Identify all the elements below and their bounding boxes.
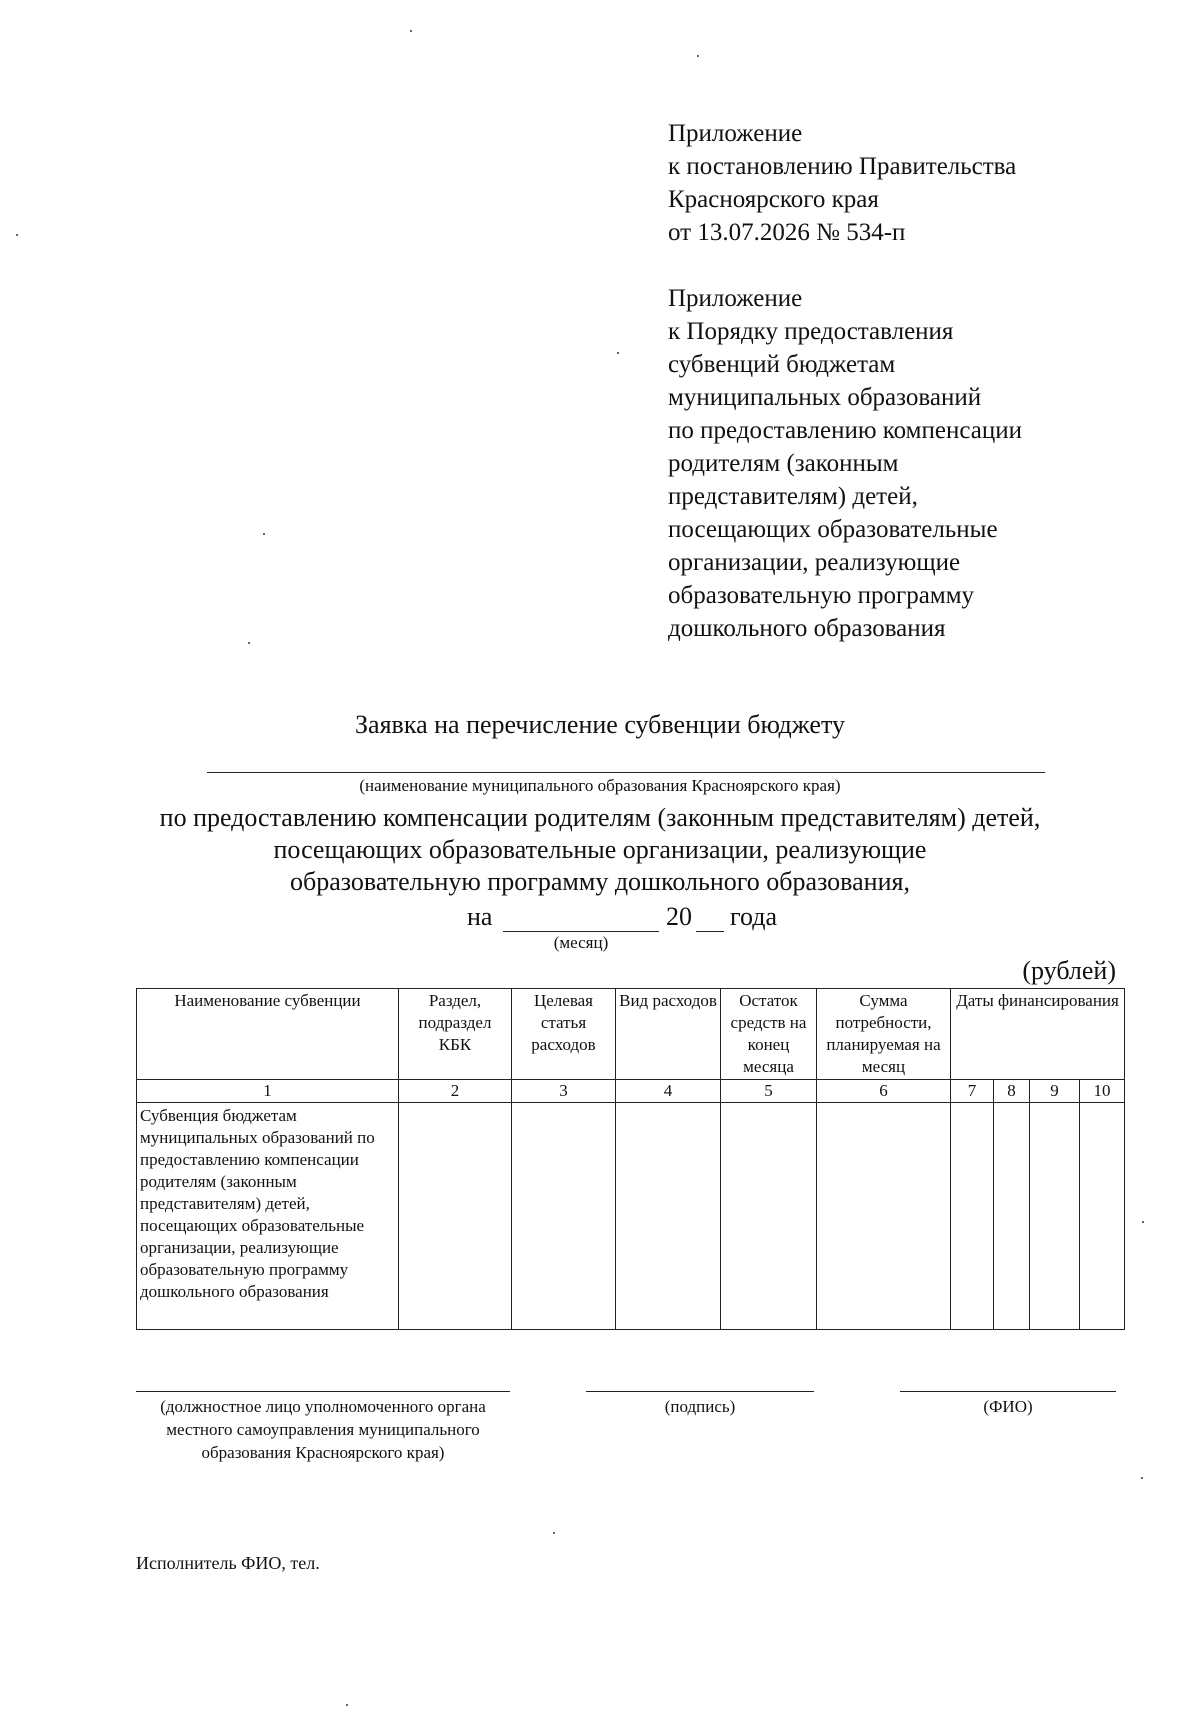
column-number: 10 <box>1080 1080 1125 1103</box>
executor-note: Исполнитель ФИО, тел. <box>136 1553 320 1573</box>
official-caption: (должностное лицо уполномоченного органа местного самоуправления муниципального образования Красноярского края) <box>160 1397 486 1462</box>
document-title: Заявка на перечисление субвенции бюджету <box>355 710 845 739</box>
table-header-row <box>137 989 1125 1080</box>
appendix-line: организации, реализующие <box>668 549 961 576</box>
appendix-line: от 13.07.2026 № 534-п <box>668 219 906 246</box>
appendix-line: муниципальных образований <box>668 384 982 411</box>
empty-cell <box>399 1103 512 1330</box>
subvention-name-cell: Субвенция бюджетам муниципальных образований по предоставлению компенсации родителям (законным представителям) детей, посещающих образовательные организации, реализующие образовательную программу дошкольного образования <box>137 1103 399 1330</box>
empty-cell <box>951 1103 994 1330</box>
header-cell: Остаток средств на конец месяца <box>721 989 817 1080</box>
fio-line <box>900 1391 1116 1392</box>
header-cell: Наименование субвенции <box>137 989 399 1080</box>
column-number: 8 <box>994 1080 1030 1103</box>
purpose-line: образовательную программу дошкольного образования, <box>290 867 910 896</box>
empty-cell <box>817 1103 951 1330</box>
appendix-block-procedure <box>668 282 1022 645</box>
column-number: 1 <box>137 1080 399 1103</box>
signature-line <box>586 1391 814 1392</box>
scan-speck <box>697 55 699 57</box>
official-signature-line <box>136 1391 510 1392</box>
purpose-line: посещающих образовательные организации, реализующие <box>273 835 927 864</box>
appendix-line: Приложение <box>668 285 803 312</box>
appendix-line: образовательную программу <box>668 582 975 609</box>
column-number: 2 <box>399 1080 512 1103</box>
column-number: 9 <box>1030 1080 1080 1103</box>
appendix-line: Приложение <box>668 120 803 147</box>
column-number: 5 <box>721 1080 817 1103</box>
month-hint: (месяц) <box>553 933 609 952</box>
appendix-line: посещающих образовательные <box>668 516 998 543</box>
purpose-line: по предоставлению компенсации родителям (законным представителям) детей, <box>159 803 1041 832</box>
scan-speck <box>1142 1221 1144 1223</box>
signature-caption: (подпись) <box>664 1397 736 1416</box>
column-number: 7 <box>951 1080 994 1103</box>
scan-speck <box>410 30 412 32</box>
empty-cell <box>994 1103 1030 1330</box>
empty-cell <box>721 1103 817 1330</box>
subvention-table <box>136 988 1125 1330</box>
empty-cell <box>616 1103 721 1330</box>
appendix-line: родителям (законным <box>668 450 899 477</box>
appendix-block-government-resolution <box>668 117 1016 249</box>
units-label: (рублей) <box>1022 956 1116 985</box>
empty-cell <box>1030 1103 1080 1330</box>
scan-speck <box>553 1532 555 1534</box>
scan-speck <box>248 642 250 644</box>
column-number: 3 <box>512 1080 616 1103</box>
year-prefix: 20 <box>666 902 692 931</box>
appendix-line: по предоставлению компенсации <box>668 417 1022 444</box>
year-suffix: года <box>730 902 778 931</box>
column-number: 4 <box>616 1080 721 1103</box>
empty-cell <box>1080 1103 1125 1330</box>
table-number-row <box>137 1080 1125 1103</box>
scan-speck <box>346 1704 348 1706</box>
appendix-line: к Порядку предоставления <box>668 318 954 345</box>
header-cell: Вид расходов <box>616 989 721 1080</box>
period-prefix: на <box>467 902 493 931</box>
month-blank-line <box>503 931 659 932</box>
scan-speck <box>617 352 619 354</box>
appendix-line: представителям) детей, <box>668 483 918 510</box>
scan-speck <box>1141 1477 1143 1479</box>
appendix-line: дошкольного образования <box>668 615 946 642</box>
appendix-line: субвенций бюджетам <box>668 351 896 378</box>
table-row <box>137 1103 1125 1330</box>
header-cell: Раздел, подраздел КБК <box>399 989 512 1080</box>
scan-speck <box>263 533 265 535</box>
year-blank-line <box>696 931 724 932</box>
municipality-blank-line <box>207 772 1045 773</box>
appendix-line: к постановлению Правительства <box>668 153 1017 180</box>
municipality-hint: (наименование муниципального образования Красноярского края) <box>359 776 841 795</box>
header-cell: Целевая статья расходов <box>512 989 616 1080</box>
header-cell: Сумма потребности, планируемая на месяц <box>817 989 951 1080</box>
fio-caption: (ФИО) <box>983 1397 1033 1416</box>
scan-speck <box>16 234 18 236</box>
empty-cell <box>512 1103 616 1330</box>
header-cell: Даты финансирования <box>951 989 1125 1080</box>
column-number: 6 <box>817 1080 951 1103</box>
appendix-line: Красноярского края <box>668 186 879 213</box>
